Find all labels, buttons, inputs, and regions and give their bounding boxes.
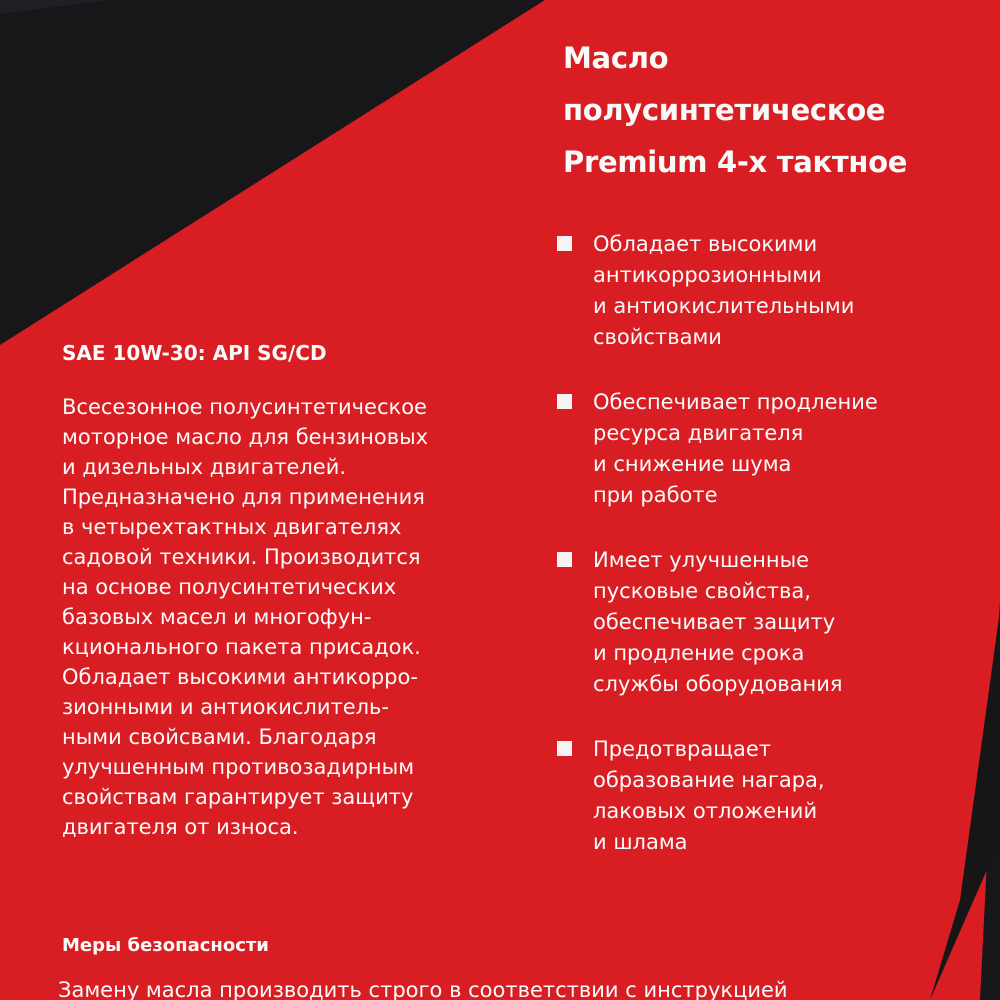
feature-line: при работе [593,483,718,507]
feature-line: Обеспечивает продление [593,390,878,414]
feature-line: и снижение шума [593,452,792,476]
title-line: Масло [563,41,669,75]
feature-line: и шлама [593,830,688,854]
feature-list [557,229,997,892]
feature-item [557,387,997,511]
feature-line: ресурса двигателя [593,421,804,445]
title-line: Premium 4-х тактное [563,145,908,179]
square-bullet-icon [557,394,572,409]
feature-item [557,545,997,700]
description-line: улучшенным противозадирным [62,755,415,779]
description-line: зионными и антиокислитель- [62,695,389,719]
product-description [62,392,532,842]
feature-line: и антиокислительными [593,294,855,318]
product-title [563,32,993,188]
feature-line: Обладает высокими [593,232,818,256]
feature-line: Предотвращает [593,737,772,761]
feature-line: Имеет улучшенные [593,548,810,572]
feature-line: пусковые свойства, [593,579,811,603]
feature-line: и продление срока [593,641,805,665]
description-line: садовой техники. Производится [62,545,421,569]
safety-heading: Меры безопасности [62,935,269,956]
description-line: моторное масло для бензиновых [62,425,429,449]
feature-item [557,734,997,858]
description-line: свойствам гарантирует защиту [62,785,414,809]
description-line: Всесезонное полусинтетическое [62,395,427,419]
description-line: ными свойсвами. Благодаря [62,725,377,749]
description-line: кционального пакета присадок. [62,635,421,659]
description-line: двигателя от износа. [62,815,299,839]
feature-line: образование нагара, [593,768,825,792]
title-line: полусинтетическое [563,93,886,127]
spec-heading: SAE 10W-30: API SG/CD [62,341,327,365]
feature-line: свойствами [593,325,722,349]
description-line: Обладает высокими антикорро- [62,665,418,689]
square-bullet-icon [557,741,572,756]
description-line: базовых масел и многофун- [62,605,372,629]
feature-line: антикоррозионными [593,263,822,287]
description-line: в четырехтактных двигателях [62,515,402,539]
feature-line: лаковых отложений [593,799,818,823]
feature-item [557,229,997,353]
description-line: на основе полусинтетических [62,575,397,599]
safety-text: Замену масла производить строго в соответствии с инструкцией [58,978,788,1000]
description-line: Предназначено для применения [62,485,425,509]
square-bullet-icon [557,552,572,567]
feature-line: службы оборудования [593,672,843,696]
feature-line: обеспечивает защиту [593,610,836,634]
square-bullet-icon [557,236,572,251]
description-line: и дизельных двигателей. [62,455,347,479]
